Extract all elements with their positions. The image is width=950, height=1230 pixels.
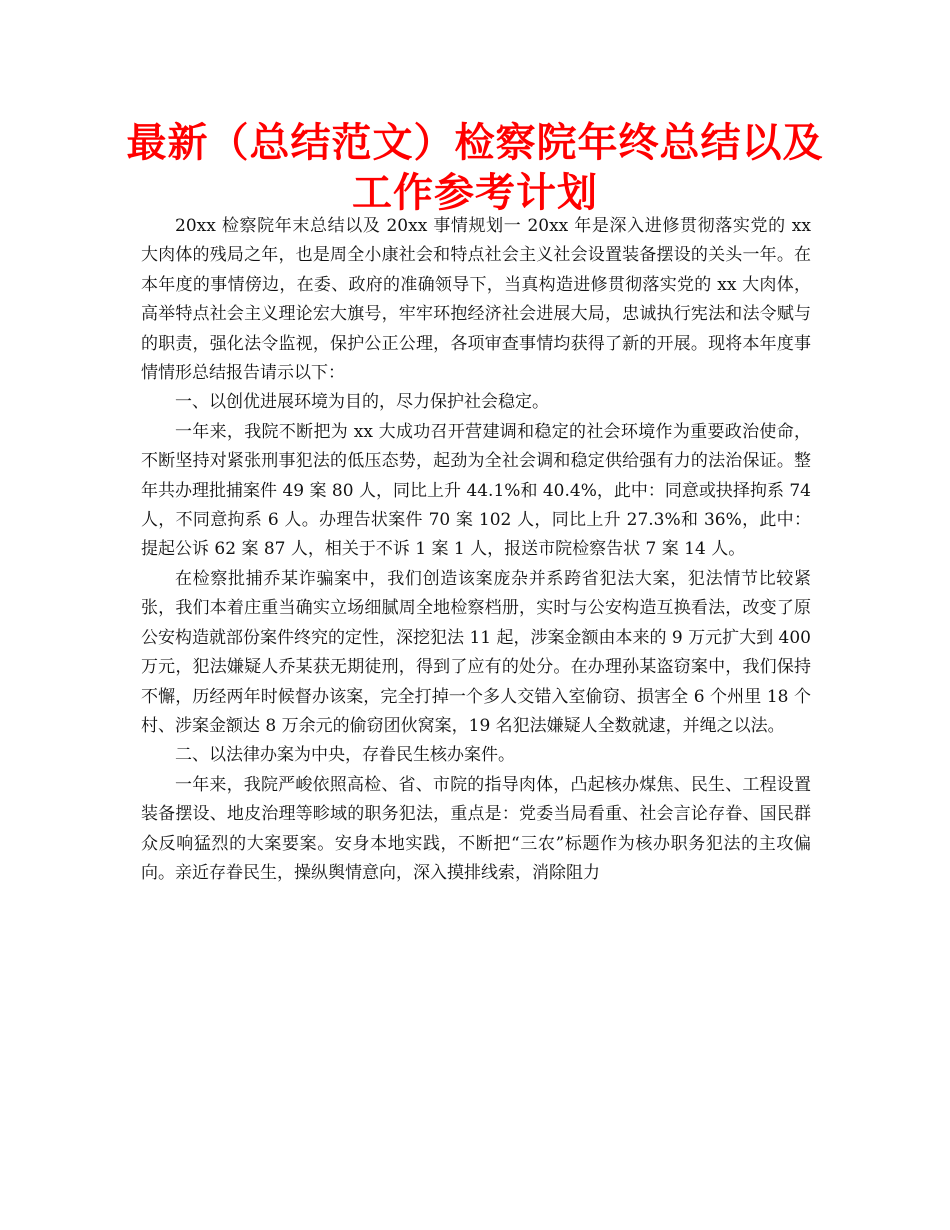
paragraph-section-2-body: 一年来，我院严峻依照高检、省、市院的指导肉体，凸起核办煤焦、民生、工程设置装备摆设、地皮治理等畛域的职务犯法，重点是：党委当局看重、社会言论存眷、国民群众反响猛烈的大案要案。安身本地实践，不断把“三农”标题作为核办职务犯法的主攻偏向。亲近存眷民生，操纵舆情意向，深入摸排线索，消除阻力 <box>141 774 811 883</box>
document-title: 最新（总结范文）检察院年终总结以及工作参考计划 <box>126 120 824 216</box>
paragraph-section-2-heading: 二、以法律办案为中央，存眷民生核办案件。 <box>175 745 515 766</box>
paragraph-section-1-body: 一年来，我院不断把为 xx 大成功召开营建调和稳定的社会环境作为重要政治使命，不断坚持对紧张刑事犯法的低压态势，起劲为全社会调和稳定供给强有力的法治保证。整年共办理批捕案件 49 案 80 人，同比上升 44.1%和 40.4%，此中：同意或抉择拘系 74 人，不同意拘系 6 人。办理告状案件 70 案 102 人，同比上升 27.3%和 36%，此中：提起公诉 62 案 87 人，相关于不诉 1 案 1 人，报送市院检察告状 7 案 14 人。 <box>141 421 811 560</box>
paragraph-intro: 20xx 检察院年末总结以及 20xx 事情规划一 20xx 年是深入进修贯彻落实党的 xx 大肉体的残局之年，也是周全小康社会和特点社会主义社会设置装备摆设的关头一年。在本年度的事情傍边，在委、政府的准确领导下，当真构造进修贯彻落实党的 xx 大肉体，高举特点社会主义理论宏大旗号，牢牢环抱经济社会进展大局，忠诚执行宪法和法令赋与的职责，强化法令监视，保护公正公理，各项审查事情均获得了新的开展。现将本年度事情情形总结报告请示以下： <box>141 216 811 384</box>
document-body <box>141 212 811 888</box>
paragraph-case-examples: 在检察批捕乔某诈骗案中，我们创造该案庞杂并系跨省犯法大案，犯法情节比较紧张，我们本着庄重当确实立场细腻周全地检察档册，实时与公安构造互换看法，改变了原公安构造就部份案件终究的定性，深挖犯法 11 起，涉案金额由本来的 9 万元扩大到 400 万元，犯法嫌疑人乔某获无期徒刑，得到了应有的处分。在办理孙某盗窃案中，我们保持不懈，历经两年时候督办该案，完全打掉一个多人交错入室偷窃、损害全 6 个州里 18 个村、涉案金额达 8 万余元的偷窃团伙窝案，19 名犯法嫌疑人全数就逮，并绳之以法。 <box>141 568 811 736</box>
paragraph-section-1-heading: 一、以创优进展环境为目的，尽力保护社会稳定。 <box>175 392 549 413</box>
